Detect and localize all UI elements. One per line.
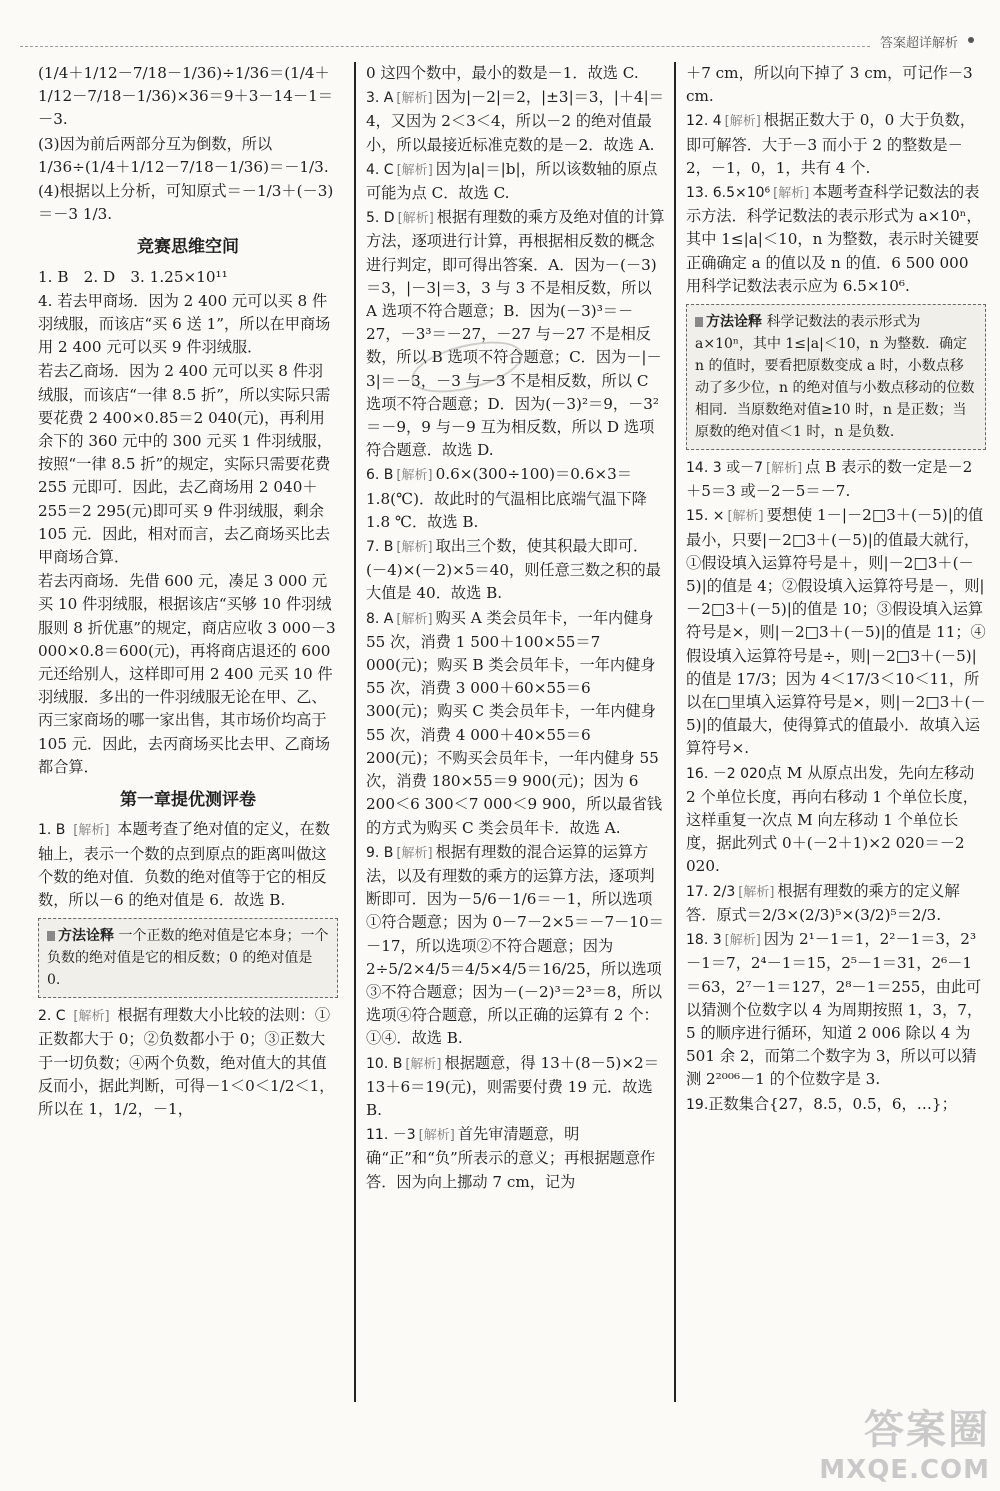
method-note [686,304,986,450]
header-title: 答案超详解析 [879,36,958,51]
answer-text: 根据有理数的乘方的定义解答．原式＝2/3×(2/3)⁵×(3/2)⁵＝2/3. [686,881,960,924]
answer-number: 18. 3 [686,932,722,949]
method-note-text: 科学记数法的表示形式为 a×10ⁿ，其中 1≤|a|＜10，n 为整数．确定 n 的值时，要看把原数变成 a 时，小数点移动了多少位，n 的绝对值与小数点移动的位数相同．当原数绝对值≥10 时，n 是正数；当原数的绝对值＜1 时，n 是负数. [695,314,975,441]
analysis-tag: [ 解析 ] [70,1005,112,1028]
watermark-url: MXQE.COM [819,1455,990,1485]
answer-item [686,62,986,108]
analysis-tag: [ 解析 ] [722,929,764,952]
analysis-tag: [ 解析 ] [394,159,436,182]
page-header [20,22,980,51]
analysis-tag: [ 解析 ] [763,457,805,480]
analysis-tag: [ 解析 ] [393,608,435,631]
answer-item [366,206,666,462]
answer-item [686,880,986,927]
answer-text: 4. 若去甲商场．因为 2 400 元可以买 8 件羽绒服，而该店“买 6 送 1”，所以在甲商场用 2 400 元可以买 9 件羽绒服． [38,291,331,357]
watermark-text: 答案圈 [864,1407,990,1453]
answer-text: ＋7 cm，所以向下掉了 3 cm，可记作－3 cm. [686,64,973,106]
answer-item [686,928,986,1091]
column-2 [366,62,666,1462]
analysis-tag: [ 解析 ] [393,464,435,487]
answer-text: 因为|－2|＝2，|±3|＝3，|＋4|＝4，又因为 2＜3＜4，所以－2 的绝对值最小，所以最接近标准克数的是－2．故选 A. [366,88,664,154]
analysis-tag: [ 解析 ] [402,1053,444,1076]
column-divider [354,62,356,1402]
answer-item [366,1052,666,1123]
answer-columns [24,62,986,1462]
answer-number: 15. × [686,508,725,525]
analysis-tag: [ 解析 ] [395,207,437,230]
answer-number: 5. D [366,210,395,227]
watermark-logo [819,1398,990,1485]
answer-number: 13. 6.5×10⁶ [686,185,771,202]
answer-item [366,607,666,840]
answer-number: 6. B [366,467,394,484]
answer-text: 因为|a|＝|b|，所以该数轴的原点可能为点 C．故选 C. [366,159,658,203]
answer-item [686,109,986,180]
answer-text: 0.6×(300÷100)＝0.6×3＝1.8(℃)．故此时的气温相比底端气温下降 1.8 ℃．故选 B. [366,465,647,531]
answer-item [686,504,986,760]
answer-item [366,841,666,1051]
answer-item [38,818,338,912]
answer-text: 根据正数大于 0，0 大于负数，即可解答．大于－3 而小于 2 的整数是－2，－1，0，1，共有 4 个. [686,111,976,177]
method-note-label: 方法诠释 [695,314,762,330]
answer-text: 点 B 表示的数一定是－2＋5＝3 或－2－5＝－7. [686,458,973,501]
answer-number: 1. B [38,822,66,839]
answer-item [686,181,986,298]
answer-text: 若去乙商场．因为 2 400 元可以买 8 件羽绒服，而该店“一律 8.5 折”，所以实际只需要花费 2 400×0.85＝2 040(元)，再利用余下的 360 元中的 300 元买 1 件羽绒服，按照“一律 8.5 折”的规定，实际只需要花费 255 元即可．因此，去乙商场用 2 040＋255＝2 295(元)即可买 9 件羽绒服，剩余 105 元．因此，相对而言，去乙商场买比去甲商场合算． [38,362,333,567]
answer-item [366,62,666,85]
answer-text: 首先审清题意，明确“正”和“负”所表示的意义；再根据题意作答．因为向上挪动 7 cm，记为 [366,1125,656,1191]
answer-item [686,456,986,503]
answer-item [366,158,666,205]
answer-text: (1/4＋1/12－7/18－1/36)÷1/36＝(1/4＋1/12－7/18－1/36)×36＝9＋3－14－1＝－3. [38,64,333,129]
answer-text: 根据有理数的乘方及绝对值的计算方法，逐项进行计算，再根据相反数的概念进行判定，即可得出答案．A．因为－(－3)＝3，|－3|＝3，3 与 3 不是相反数，所以 A 选项不符合题意；B．因为(－3)³＝－27，－3³＝－27，－27 与－27 不是相反数，所以 B 选项不符合题意；C．因为－|－3|＝－3，－3 与－3 不是相反数，所以 C 选项不符合题意；D．因为(－3)²＝9，－3²＝－9，9 与－9 互为相反数，所以 D 选项符合题意．故选 D. [366,208,665,460]
answer-number: 12. 4 [686,113,722,130]
analysis-tag: [ 解析 ] [393,87,435,110]
answer-text: 因为 2¹－1＝1，2²－1＝3，2³－1＝7，2⁴－1＝15，2⁵－1＝31，2⁶－1＝63，2⁷－1＝127，2⁸－1＝255，由此可以猜测个位数字以 4 为周期按照 1，3，7，5 的顺序进行循环，知道 2 006 除以 4 为 501 余 2，而第二个数字为 3，所以可以猜测 2²⁰⁰⁶－1 的个位数字是 3. [686,930,983,1089]
answer-text: (3)因为前后两部分互为倒数，所以1/36÷(1/4＋1/12－7/18－1/36)＝－1/3. [38,134,329,176]
answer-item [686,762,986,879]
column-1 [38,62,338,1462]
answer-text: 正数集合{27，8.5，0.5，6，…}； [708,1094,957,1113]
answer-number: 17. 2/3 [686,883,736,900]
answer-text: 点 M 从原点出发，先向左移动 2 个单位长度，再向右移动 1 个单位长度，这样重复一次点 M 向左移动 1 个单位长度，据此列式 0＋(－2＋1)×2 020＝－2 020. [686,763,978,876]
header-dot [968,37,974,43]
answer-number: 14. 3 或－7 [686,460,763,477]
analysis-tag: [ 解析 ] [393,536,435,559]
answer-number: 4. C [366,161,394,178]
answer-item [366,463,666,534]
column-divider [674,62,676,1402]
answer-number: 2. C [38,1008,66,1025]
answer-number: 16. －2 020 [686,765,767,782]
answer-item [366,1123,666,1194]
analysis-tag: [ 解析 ] [735,881,777,904]
answer-item [686,1093,986,1117]
method-note-text: 一个正数的绝对值是它本身；一个负数的绝对值是它的相反数；0 的绝对值是 0. [47,928,329,989]
analysis-tag: [ 解析 ] [393,842,435,865]
answer-number: 19. [686,1096,709,1113]
answer-number: 10. B [366,1055,403,1072]
answer-text: 若去丙商场．先借 600 元，凑足 3 000 元买 10 件羽绒服，根据该店“买够 10 件羽绒服则 8 折优惠”的规定，商店应收 3 000－3 000×0.8＝600(元)，再将商店退还的 600 元还给别人，这样即可用 2 400 元买 10 件羽绒服．多出的一件羽绒服无论在甲、乙、丙三家商场的哪一家出售，其市场价均高于 105 元．因此，去丙商场买比去甲、乙商场都合算． [38,572,336,776]
header-rule [20,46,870,47]
answer-number: 9. B [366,844,394,861]
answer-text: 0 这四个数中，最小的数是－1．故选 C. [366,64,639,82]
method-note-label: 方法诠释 [47,928,114,944]
section-heading: 第一章提优测评卷 [120,790,256,811]
answer-number: 11. －3 [366,1127,416,1144]
answer-item [366,535,666,606]
analysis-tag: [ 解析 ] [770,182,812,205]
answer-text: 本题考查科学记数法的表示方法．科学记数法的表示形式为 a×10ⁿ，其中 1≤|a|＜10，n 为整数，表示时关键要正确确定 a 的值以及 n 的值．6 500 000 用科学记数法表示应为 6.5×10⁶. [686,183,982,295]
answer-text: 购买 A 类会员年卡，一年内健身 55 次，消费 1 500＋100×55＝7 000(元)；购买 B 类会员年卡，一年内健身 55 次，消费 3 000＋60×55＝6 300(元)；购买 C 类会员年卡，一年内健身 55 次，消费 4 000＋40×55＝6 200(元)；不购买会员年卡，一年内健身 55 次，消费 180×55＝9 900(元)；因为 6 200＜6 300＜7 000＜9 900，所以最省钱的方式为购买 C 类会员年卡．故选 A. [366,608,663,837]
analysis-tag: [ 解析 ] [416,1124,458,1147]
answer-text: 根据题意，得 13＋(8－5)×2＝13＋6＝19(元)，则需要付费 19 元．故选 B. [366,1053,659,1119]
section-heading: 竞赛思维空间 [137,237,239,258]
analysis-tag: [ 解析 ] [724,505,766,528]
answer-item [366,86,666,157]
answer-text: 根据有理数大小比较的法则：①正数都大于 0；②负数都小于 0；③正数大于一切负数；④两个负数，绝对值大的其值反而小，据此判断，可得－1＜0＜1/2＜1，所以在 1，1/2，－1， [38,1006,335,1118]
answer-text: 取出三个数，使其积最大即可．(－4)×(－2)×5＝40，则任意三数之积的最大值是 40．故选 B. [366,537,661,603]
answer-number: 7. B [366,539,394,556]
answer-text: (4)根据以上分析，可知原式＝－1/3＋(－3)＝－3 1/3. [38,182,334,224]
answer-text: 要想使 1－|－2□3＋(－5)|的值最小，只要|－2□3＋(－5)|的值最大就行，①假设填入运算符号是＋，则|－2□3＋(－5)|的值是 4；②假设填入运算符号是－，则|－2□3＋(－5)|的值是 10；③假设填入运算符号是×，则|－2□3＋(－5)|的值是 11；④假设填入运算符号是÷，则|－2□3＋(－5)|的值是 17/3；因为 4＜17/3＜10＜11，所以在□里填入运算符号是×，则|－2□3＋(－5)|的值最大，使得算式的值最小．故填入运算符号×. [686,506,986,758]
analysis-tag: [ 解析 ] [70,819,112,842]
answer-number: 8. A [366,610,394,627]
column-3 [686,62,986,1462]
answer-number: 3. A [366,90,394,107]
analysis-tag: [ 解析 ] [722,110,764,133]
answer-text: 本题考查了绝对值的定义，在数轴上，表示一个数的点到原点的距离叫做这个数的绝对值．负数的绝对值等于它的相反数，所以－6 的绝对值是 6．故选 B. [38,820,330,909]
answer-text: 1. B 2. D 3. 1.25×10¹¹ [38,267,228,286]
answer-text: 根据有理数的混合运算的运算方法，以及有理数的乘方的运算方法，逐项判断即可．因为－5/6－1/6＝－1，所以选项①符合题意；因为 0－7－2×5＝－7－10＝－17，所以选项②不符合题意；因为 2÷5/2×4/5＝4/5×4/5＝16/25，所以选项③不符合题意；因为－(－2)³＝2³＝8，所以选项④符合题意，所以正确的运算有 2 个：①④．故选 B. [366,842,664,1048]
method-note [38,918,338,998]
answer-item [38,1004,338,1121]
